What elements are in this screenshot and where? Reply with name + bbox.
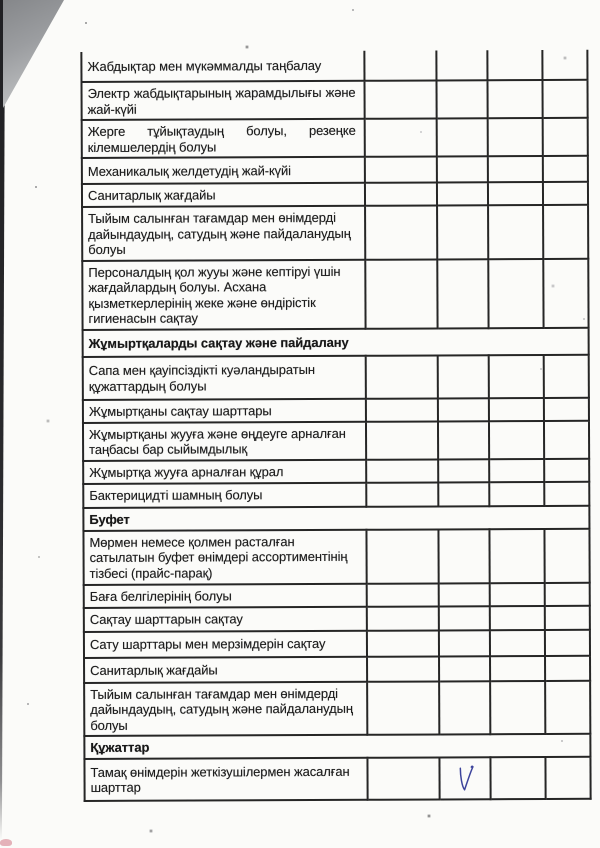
check-cell — [489, 481, 544, 505]
section-header-row — [83, 505, 589, 530]
check-cell — [437, 182, 488, 205]
row-label: Санитарлық жағдайы — [82, 183, 365, 207]
check-cell — [365, 182, 437, 205]
check-cell — [544, 420, 589, 458]
check-cell — [545, 582, 590, 605]
check-cell — [436, 80, 487, 118]
table-row — [84, 756, 590, 800]
check-cell — [490, 655, 545, 680]
check-cell — [437, 205, 488, 259]
section-title: Құжаттар — [84, 734, 590, 759]
check-cell — [367, 630, 439, 656]
table-row — [84, 605, 590, 631]
row-label: Жұмыртқаны сақтау шарттары — [83, 398, 366, 422]
check-cell — [487, 50, 542, 80]
check-cell — [366, 459, 438, 482]
check-cell — [545, 629, 590, 655]
check-cell — [489, 528, 544, 582]
check-cell — [488, 205, 543, 259]
check-cell — [367, 681, 439, 735]
checklist-rows — [81, 50, 590, 801]
check-cell — [437, 118, 488, 156]
row-label: Жұмыртқа жууға арналған құрал — [83, 459, 366, 483]
check-cell — [490, 680, 545, 734]
check-cell — [439, 656, 490, 681]
check-cell — [545, 756, 590, 798]
check-cell — [489, 397, 544, 420]
check-cell — [544, 528, 589, 582]
check-cell — [366, 421, 438, 459]
check-cell — [364, 80, 436, 118]
handwritten-checkmark — [456, 763, 475, 792]
check-cell — [439, 583, 490, 606]
check-cell — [544, 481, 589, 505]
check-cell — [439, 630, 490, 656]
table-row — [82, 182, 588, 207]
check-cell — [438, 482, 489, 506]
row-label: Персоналдың қол жууы және кептіруі үшін жағдайлардың болуы. Асхана қызметкерлерінің жеке және өндірістік гигиенасын сақтау — [82, 259, 365, 329]
pink-ink-smudge — [0, 839, 12, 846]
check-cell — [544, 458, 589, 481]
check-cell — [439, 681, 490, 735]
check-cell — [543, 205, 588, 259]
check-cell — [487, 80, 542, 118]
check-cell — [545, 605, 590, 629]
table-row — [81, 80, 587, 120]
table-row — [83, 481, 589, 507]
table-row — [83, 354, 589, 399]
check-cell — [490, 605, 545, 629]
inspection-checklist-table — [80, 50, 591, 802]
row-label: Санитарлық жағдайы — [84, 656, 367, 682]
check-cell — [367, 656, 439, 681]
table-row — [83, 397, 589, 422]
table-row — [82, 205, 588, 261]
check-cell — [543, 182, 588, 205]
table-row — [84, 629, 590, 657]
check-cell — [437, 156, 488, 182]
check-cell — [489, 420, 544, 458]
check-cell — [489, 458, 544, 481]
row-label: Сақтау шарттарын сақтау — [84, 606, 367, 631]
row-label: Сапа мен қауіпсіздікті куәландыратын құжаттардың болуы — [83, 355, 366, 399]
table-row — [84, 655, 590, 682]
row-label: Баға белгілерінің болуы — [84, 583, 367, 607]
check-cell — [439, 606, 490, 630]
row-label: Бактерицидті шамның болуы — [83, 482, 366, 507]
check-cell — [544, 354, 589, 397]
table-row — [82, 118, 588, 158]
table-row — [82, 156, 588, 184]
check-cell — [366, 355, 438, 398]
row-label: Сату шарттары мен мерзімдерін сақтау — [84, 630, 367, 657]
check-cell — [545, 655, 590, 680]
check-cell — [490, 582, 545, 605]
check-cell — [366, 529, 438, 583]
check-cell — [438, 398, 489, 421]
check-cell — [437, 259, 488, 328]
check-cell — [366, 482, 438, 506]
table-row — [82, 258, 588, 329]
row-label: Жұмыртқаны жууға және өңдеуге арналған таңбасы бар сыйымдылық — [83, 421, 366, 460]
check-cell — [438, 529, 489, 583]
scan-noise-specks — [0, 0, 2, 2]
row-label: Тамақ өнімдерін жеткізушілермен жасалған шарттар — [84, 757, 367, 800]
check-cell — [489, 354, 544, 397]
scanner-edge-shadow — [0, 0, 5, 840]
row-label: Мөрмен немесе қолмен расталған сатылатын буфет өнімдері ассортиментінің тізбесі (прайс-парақ) — [83, 529, 366, 584]
check-cell — [367, 583, 439, 606]
check-cell — [438, 355, 489, 398]
check-cell — [545, 680, 590, 734]
table-row — [83, 458, 589, 483]
section-title: Буфет — [83, 505, 589, 530]
table-row — [81, 50, 587, 82]
check-cell — [438, 459, 489, 482]
check-cell — [543, 156, 588, 182]
table-row — [84, 582, 590, 607]
check-cell — [490, 756, 545, 798]
check-cell — [543, 258, 588, 327]
section-title: Жұмыртқаларды сақтау және пайдалану — [83, 327, 589, 356]
row-label: Тыйым салынған тағамдар мен өнімдерді дайындаудың, сатудың және пайдаланудың болуы — [84, 681, 367, 736]
page-corner-fold — [3, 0, 64, 108]
section-header-row — [83, 327, 589, 356]
check-cell — [488, 182, 543, 205]
row-label: Электр жабдықтарының жарамдылығы және жай-күйі — [81, 81, 364, 120]
check-cell — [367, 606, 439, 630]
row-label: Механикалық желдетудің жай-күйі — [82, 157, 365, 184]
check-cell — [542, 50, 587, 80]
table-row — [83, 528, 589, 584]
row-label: Тыйым салынған тағамдар мен өнімдерді дайындаудың, сатудың және пайдаланудың болуы — [82, 206, 365, 261]
row-label: Жерге тұйықтаудың болуы, резеңке кілемшелердің болуы — [82, 119, 365, 158]
check-cell — [542, 80, 587, 118]
check-cell — [544, 397, 589, 420]
check-cell — [488, 258, 543, 327]
check-cell — [365, 259, 437, 328]
check-cell — [365, 118, 437, 156]
check-cell — [365, 205, 437, 259]
check-cell — [488, 118, 543, 156]
section-header-row — [84, 734, 590, 759]
row-label: Жабдықтар мен мүкәммалды таңбалау — [81, 51, 364, 82]
check-cell — [364, 50, 436, 80]
check-cell — [436, 50, 487, 80]
check-cell — [439, 757, 490, 799]
check-cell — [367, 757, 439, 799]
check-cell — [438, 421, 489, 459]
check-cell — [490, 629, 545, 655]
check-cell — [488, 156, 543, 182]
check-cell — [365, 156, 437, 182]
check-cell — [366, 398, 438, 421]
table-row — [83, 420, 589, 460]
check-cell — [543, 118, 588, 156]
table-row — [84, 680, 590, 736]
